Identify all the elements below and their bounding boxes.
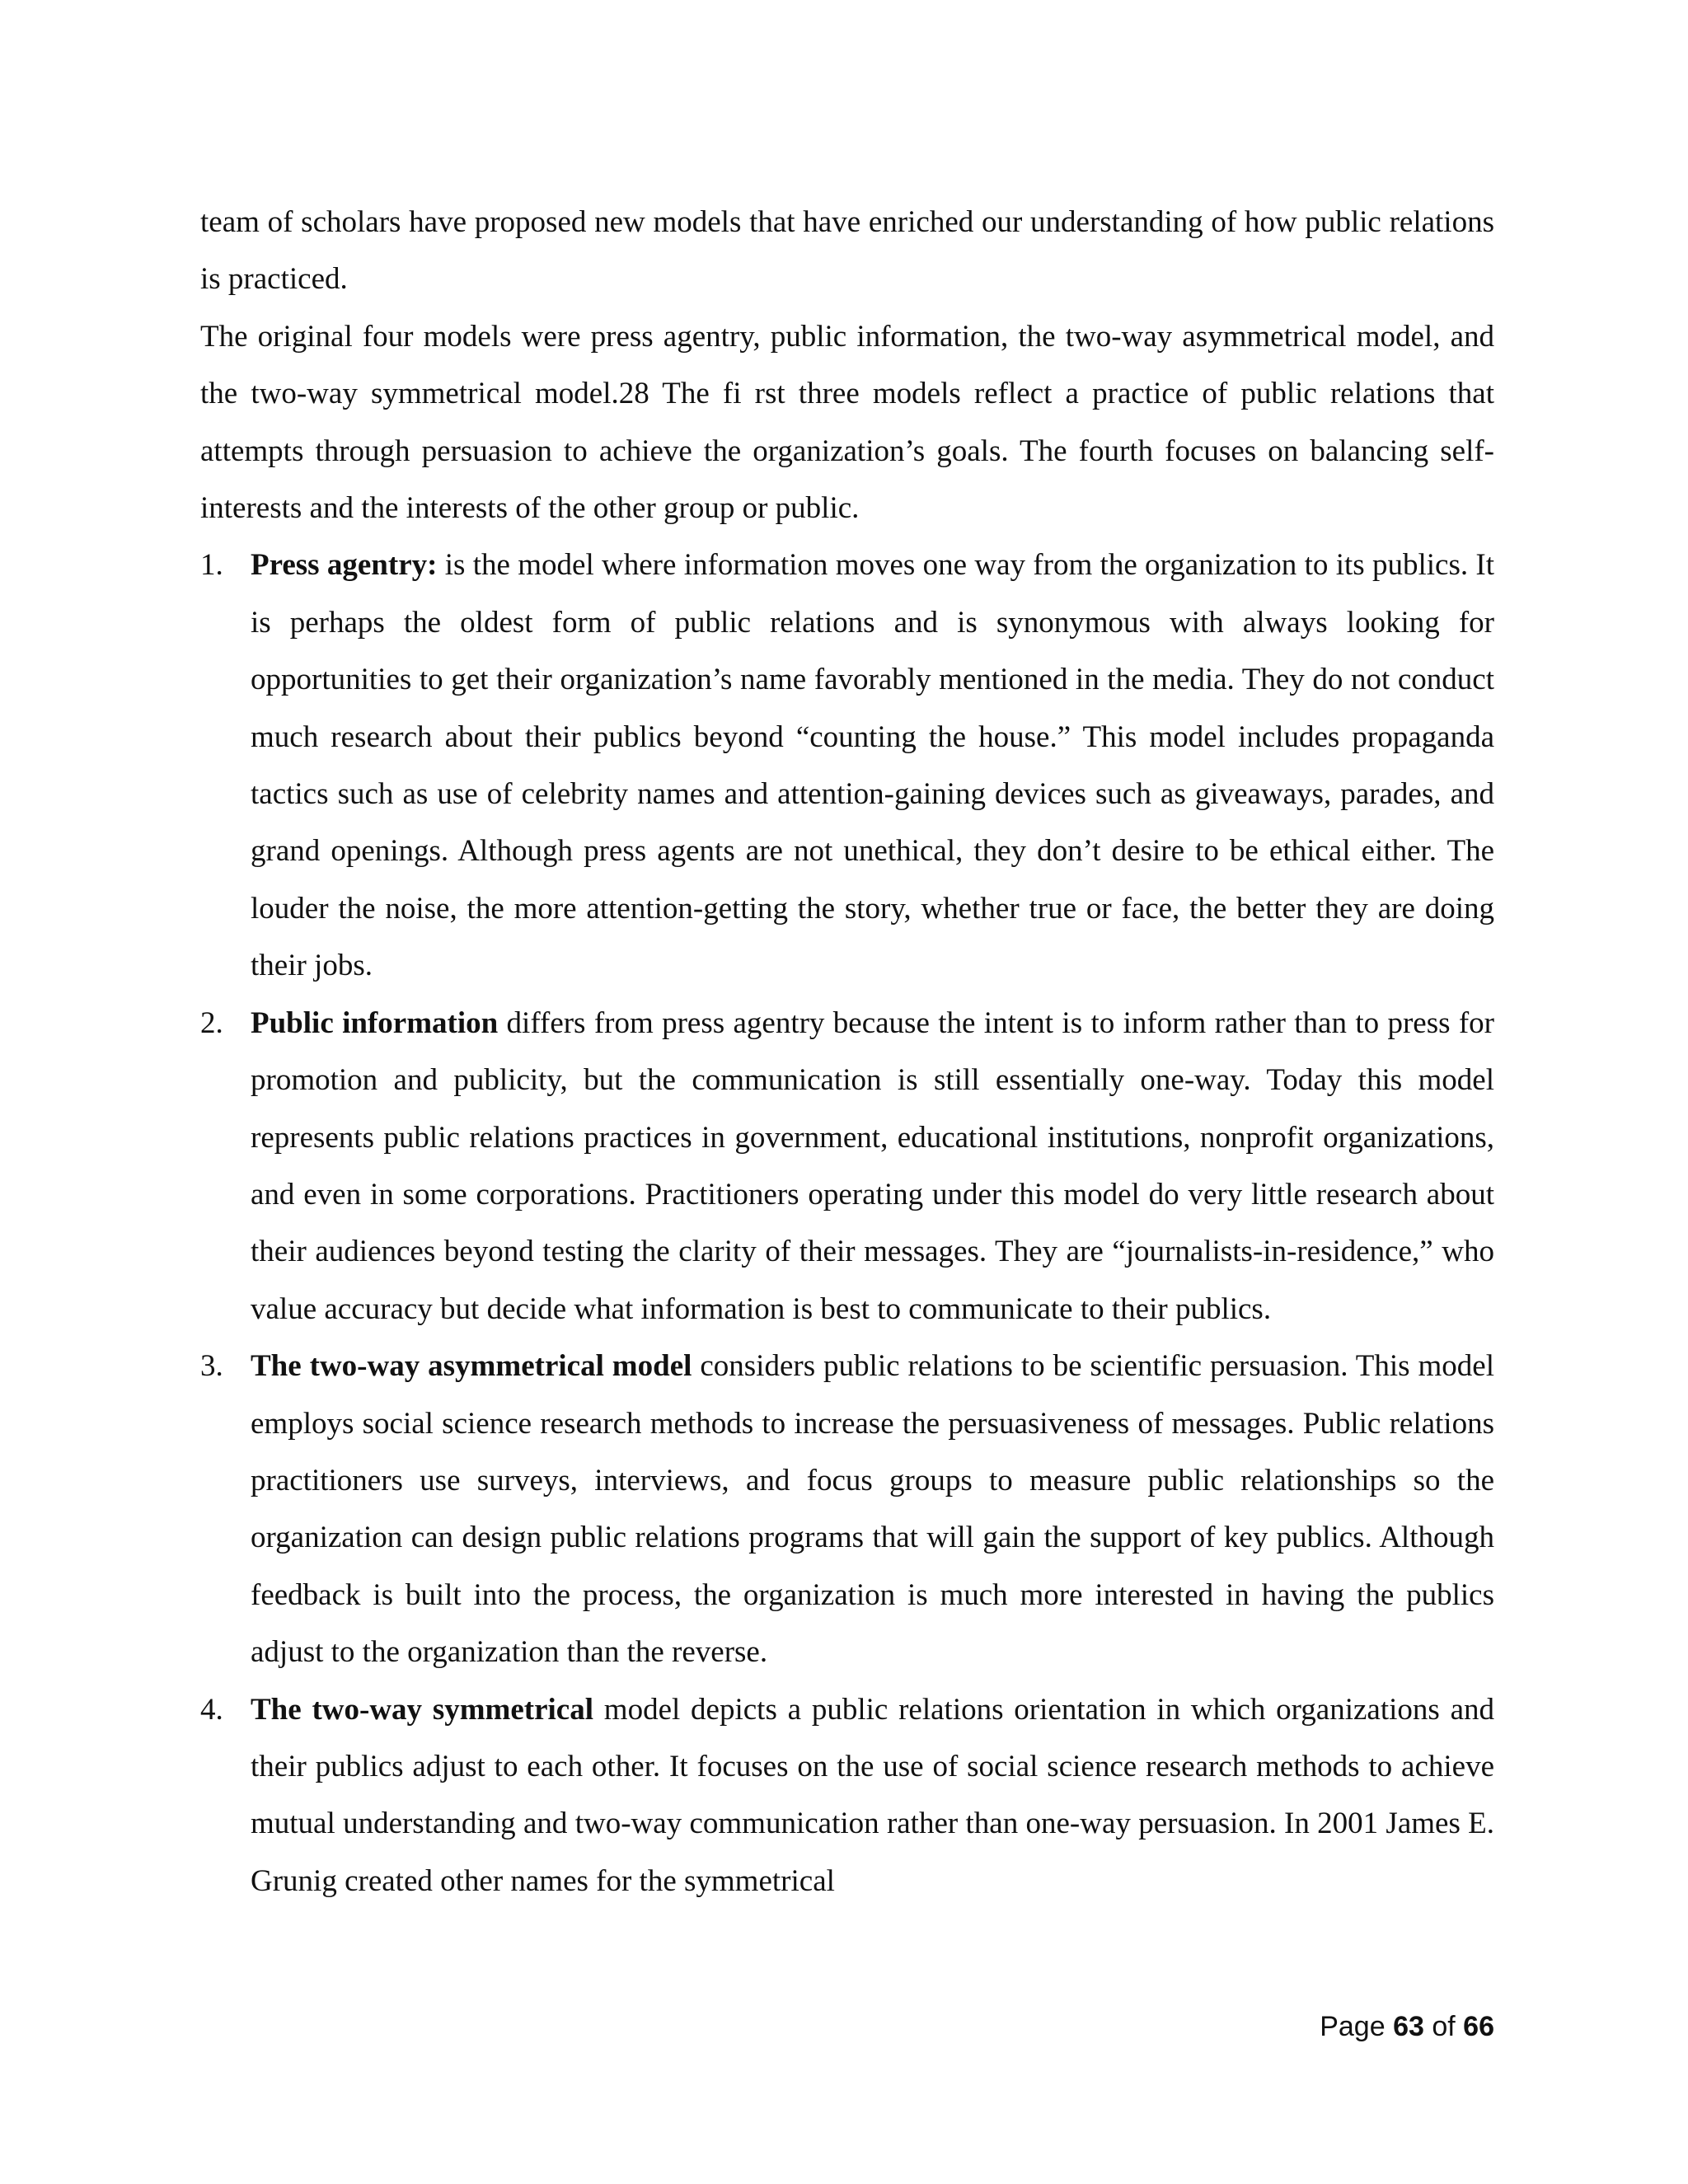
list-item-text: model depicts a public relations orientation in which organizations and their publics adjust to each other. It focuses on the use of social science research methods to achieve mutual understanding and two-way communication rather than one-way persuasion. In 2001 James E. Grunig created other names for the symmetrical: [251, 1692, 1494, 1898]
list-item-number: 2.: [200, 1005, 223, 1040]
list-item: [200, 1681, 1494, 1910]
list-item-text: considers public relations to be scientific persuasion. This model employs social science research methods to increase the persuasiveness of messages. Public relations practitioners use surveys, interviews, and focus groups to measure public relationships so the organization can design public relations programs that will gain the support of key publics. Although feedback is built into the process, the organization is much more interested in having the publics adjust to the organization than the reverse.: [251, 1349, 1494, 1670]
list-item-term: Press agentry:: [251, 548, 438, 583]
paragraph-four-models: The original four models were press agentry, public information, the two-way asymmetrical model, and the two-way symmetrical model.28 The fi rst three models reflect a practice of public relations that attempts through persuasion to achieve the organization’s goals. The fourth focuses on balancing self-interests and the interests of the other group or public.: [200, 319, 1494, 526]
page-label: Page: [1320, 2011, 1386, 2042]
list-item: [200, 995, 1494, 1338]
list-item: [200, 537, 1494, 994]
list-item-text: is the model where information moves one way from the organization to its publics. It is perhaps the oldest form of public relations and is synonymous with always looking for opportunities to get their organization’s name favorably mentioned in the media. They do not conduct much research about their publics beyond “counting the house.” This model includes propaganda tactics such as use of celebrity names and attention-gaining devices such as giveaways, parades, and grand openings. Although press agents are not unethical, they don’t desire to be ethical either. The louder the noise, the more attention-getting the story, whether true or face, the better they are doing their jobs.: [251, 548, 1495, 983]
models-list: [200, 537, 1494, 1910]
total-pages: 66: [1463, 2011, 1494, 2042]
list-item-number: 4.: [200, 1692, 223, 1727]
list-item-number: 1.: [200, 548, 223, 583]
list-item-term: The two-way asymmetrical model: [251, 1349, 692, 1384]
list-item-number: 3.: [200, 1349, 223, 1384]
list-item-text: differs from press agentry because the intent is to inform rather than to press for promotion and publicity, but the communication is still essentially one-way. Today this model represents public relations practices in government, educational institutions, nonprofit organizations, and even in some corporations. Practitioners operating under this model do very little research about their audiences beyond testing the clarity of their messages. They are “journalists-in-residence,” who value accuracy but decide what information is best to communicate to their publics.: [251, 1005, 1495, 1326]
list-item-term: The two-way symmetrical: [251, 1692, 594, 1727]
paragraph-intro: team of scholars have proposed new models that have enriched our understanding of how public relations is practiced.: [200, 205, 1494, 297]
page-footer: [1320, 2011, 1494, 2043]
page-number: 63: [1393, 2011, 1424, 2042]
page-body: [200, 194, 1494, 1910]
list-item: [200, 1338, 1494, 1680]
of-label: of: [1432, 2011, 1456, 2042]
list-item-term: Public information: [251, 1005, 499, 1040]
